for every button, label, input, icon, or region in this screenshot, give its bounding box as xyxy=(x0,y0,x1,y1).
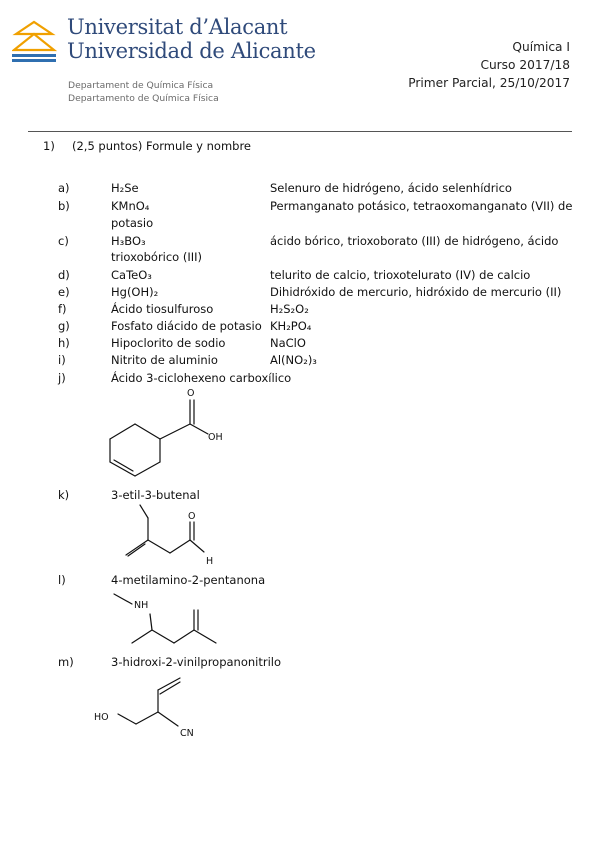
item-d-label: d) xyxy=(58,268,70,282)
course-year: Curso 2017/18 xyxy=(480,58,570,72)
item-i-label: i) xyxy=(58,353,66,367)
department-name-spanish: Departamento de Química Física xyxy=(68,93,219,104)
structure-3-hydroxy-2-vinylpropanenitrile xyxy=(90,672,210,742)
header-divider xyxy=(28,131,572,132)
university-name-valencian: Universitat d’Alacant xyxy=(67,15,288,39)
oxygen-atom-label: O xyxy=(187,388,195,399)
item-a-label: a) xyxy=(58,181,70,195)
item-l-label: l) xyxy=(58,573,66,587)
item-m-name: 3-hidroxi-2-vinilpropanonitrilo xyxy=(111,655,282,669)
item-e-label: e) xyxy=(58,285,70,299)
item-k-name: 3-etil-3-butenal xyxy=(111,488,200,502)
nitrile-atom-label: CN xyxy=(180,728,194,739)
item-b-name: Permanganato potásico, tetraoxomanganato (VII) de xyxy=(270,199,573,213)
item-g-name: Fosfato diácido de potasio xyxy=(111,319,262,333)
item-c-name: ácido bórico, trioxoborato (III) de hidrógeno, ácido xyxy=(270,234,559,248)
item-i-name: Nitrito de aluminio xyxy=(111,353,218,367)
question-title: (2,5 puntos) Formule y nombre xyxy=(72,139,252,153)
amine-atom-label: NH xyxy=(134,600,149,611)
department-name-valencian: Departament de Química Física xyxy=(68,80,214,91)
university-logo xyxy=(12,20,58,64)
structure-4-methylamino-2-pentanone xyxy=(110,588,230,653)
item-b-label: b) xyxy=(58,199,70,213)
item-a-formula: H₂Se xyxy=(111,181,139,195)
item-g-label: g) xyxy=(58,319,70,333)
item-h-label: h) xyxy=(58,336,70,350)
hydroxyl-atom-label: HO xyxy=(94,712,109,723)
item-b-name-continuation: potasio xyxy=(111,216,154,230)
item-f-label: f) xyxy=(58,302,67,316)
item-d-formula: CaTeO₃ xyxy=(111,268,152,282)
item-c-label: c) xyxy=(58,234,69,248)
item-e-formula: Hg(OH)₂ xyxy=(111,285,159,299)
item-h-formula: NaClO xyxy=(270,336,306,350)
exam-title: Primer Parcial, 25/10/2017 xyxy=(408,76,570,90)
hydrogen-atom-label: H xyxy=(206,556,214,567)
course-title: Química I xyxy=(512,40,570,54)
question-number: 1) xyxy=(43,139,55,153)
item-i-formula: Al(NO₂)₃ xyxy=(270,353,317,367)
item-k-label: k) xyxy=(58,488,70,502)
item-j-label: j) xyxy=(58,371,66,385)
item-m-label: m) xyxy=(58,655,74,669)
structure-cyclohexene-carboxylic-acid xyxy=(100,384,250,479)
hydroxyl-atom-label: OH xyxy=(208,432,223,443)
item-h-name: Hipoclorito de sodio xyxy=(111,336,226,350)
item-j-name: Ácido 3-ciclohexeno carboxílico xyxy=(111,371,292,385)
university-name-spanish: Universidad de Alicante xyxy=(67,39,316,63)
item-g-formula: KH₂PO₄ xyxy=(270,319,312,333)
structure-3-ethyl-3-butenal xyxy=(110,500,250,570)
item-l-name: 4-metilamino-2-pentanona xyxy=(111,573,266,587)
item-a-name: Selenuro de hidrógeno, ácido selenhídrico xyxy=(270,181,512,195)
item-c-formula: H₃BO₃ xyxy=(111,234,146,248)
oxygen-atom-label: O xyxy=(188,511,196,522)
item-c-name-continuation: trioxobórico (III) xyxy=(111,250,203,264)
item-b-formula: KMnO₄ xyxy=(111,199,150,213)
item-d-name: telurito de calcio, trioxotelurato (IV) de calcio xyxy=(270,268,531,282)
item-e-name: Dihidróxido de mercurio, hidróxido de mercurio (II) xyxy=(270,285,562,299)
item-f-formula: H₂S₂O₂ xyxy=(270,302,309,316)
item-f-name: Ácido tiosulfuroso xyxy=(111,302,214,316)
